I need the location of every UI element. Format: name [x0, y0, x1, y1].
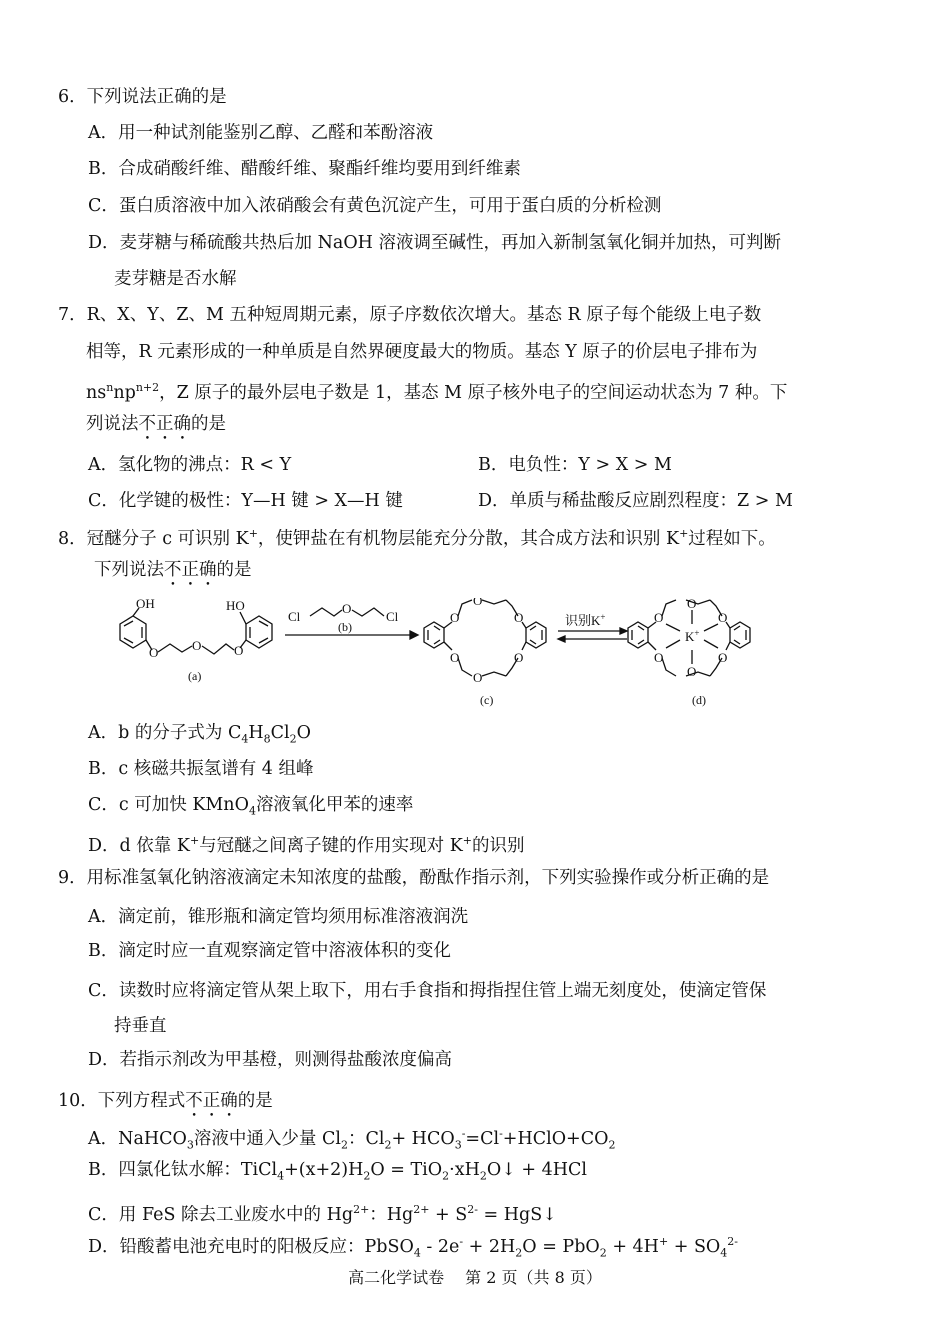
q8-a-h: H [248, 723, 264, 743]
label-ho: HO [226, 598, 245, 613]
q10-stem [58, 1090, 273, 1121]
q10-d-sup2: + [658, 1235, 669, 1248]
q10-b-b: O = TiO [370, 1160, 443, 1180]
q10-d-pre: D．铅酸蓄电池充电时的阳极反应：PbSO [88, 1236, 414, 1257]
label-c: (c) [480, 693, 494, 707]
q8-a-sub4: 4 [241, 732, 249, 746]
q10-emphasis: 不正确 [185, 1091, 238, 1111]
q10-d-b: + 2H [463, 1236, 516, 1257]
q8-option-b: B．c 核磁共振氢谱有 4 组峰 [88, 759, 314, 779]
label-a: (a) [188, 669, 202, 683]
label-o-d1: O [654, 610, 664, 625]
q9-stem: 9．用标准氢氧化钠溶液滴定未知浓度的盐酸，酚酞作指示剂，下列实验操作或分析正确的是 [58, 868, 770, 888]
label-o-c5: O [514, 610, 524, 625]
q8-d-b: 与冠醚之间离子键的作用实现对 K [199, 835, 463, 856]
q10-b-pre: B．四氯化钛水解：TiCl [88, 1160, 278, 1180]
q10-d-e: + SO [668, 1236, 721, 1257]
q8-d-sup2: + [462, 834, 473, 847]
q10-b-sub4: 4 [277, 1169, 285, 1183]
q10-b-sub2b: 2 [442, 1169, 450, 1183]
label-o-b: O [342, 601, 352, 616]
q7-np: np [113, 382, 136, 403]
q7-sup-n2: n+2 [135, 381, 160, 394]
q10-a-d: + HCO [391, 1128, 455, 1149]
q10-a-sub3b: 3 [454, 1138, 462, 1152]
q10-c-sup1: 2+ [353, 1203, 370, 1216]
q10-option-b [88, 1159, 587, 1188]
q10-option-a [88, 1123, 615, 1156]
q10-a-e: =Cl [465, 1128, 500, 1149]
q8-l1c: 过程如下。 [688, 528, 776, 549]
q8-stem-line2 [94, 559, 252, 590]
q9-option-c-cont: 持垂直 [114, 1016, 167, 1036]
q10-a-sup: - [461, 1127, 466, 1140]
q8-stem-line1 [58, 523, 776, 550]
q10-a-f: +HClO+CO [502, 1128, 609, 1149]
label-o-c4: O [473, 670, 483, 685]
label-d: (d) [692, 693, 706, 707]
label-o-c1: O [450, 610, 460, 625]
q7-option-c: C．化学键的极性：Y—H 键 > X—H 键 [88, 491, 403, 511]
recognize-plus: + [600, 612, 606, 622]
label-o-a3: O [234, 643, 244, 658]
label-b: (b) [338, 620, 352, 634]
q10-d-sub4b: 4 [720, 1246, 728, 1260]
q10-d-c: O = PbO [522, 1236, 600, 1257]
q10-b-d: O↓ + 4HCl [486, 1160, 588, 1180]
q8-d-c: 的识别 [472, 835, 525, 856]
label-o-d6: O [718, 650, 728, 665]
q8-a-cl: Cl [270, 723, 290, 743]
k-plus: + [694, 628, 700, 638]
q10-post: 的是 [237, 1091, 273, 1111]
q10-c-sup2: 2+ [413, 1203, 430, 1216]
q7-emphasis: 不正确 [138, 414, 191, 434]
q10-b-a: +(x+2)H [284, 1160, 364, 1180]
q8-sup1: + [248, 527, 258, 540]
q6-option-a: A．用一种试剂能鉴别乙醇、乙醛和苯酚溶液 [88, 123, 434, 143]
q8-c-pre: C．c 可加快 KMnO [88, 795, 249, 815]
q8-c-post: 溶液氧化甲苯的速率 [255, 795, 414, 815]
q10-a-sub2a: 2 [340, 1138, 348, 1152]
q7-option-a: A．氢化物的沸点：R < Y [88, 455, 292, 475]
q10-option-d [88, 1231, 738, 1264]
q10-d-d: + 4H [606, 1236, 659, 1257]
q8-c-sub4: 4 [248, 804, 256, 818]
q10-option-c [88, 1199, 557, 1226]
label-o-c6: O [514, 650, 524, 665]
q8-l2-pre: 下列说法 [94, 560, 164, 580]
q9-option-d: D．若指示剂改为甲基橙，则测得盐酸浓度偏高 [88, 1050, 453, 1070]
q9-option-a: A．滴定前，锥形瓶和滴定管均须用标准溶液润洗 [88, 907, 469, 927]
q10-a-mid: 溶液中通入少量 Cl [193, 1128, 341, 1149]
q8-sup2: + [679, 527, 689, 540]
q9-option-c: C．读数时应将滴定管从架上取下，用右手食指和拇指捏住管上端无刻度处，使滴定管保 [88, 981, 767, 1001]
label-o-d5: O [718, 610, 728, 625]
q10-b-sub2a: 2 [363, 1169, 371, 1183]
q6-option-d-cont: 麦芽糖是否水解 [114, 269, 237, 289]
q10-d-sup1: - [459, 1235, 464, 1248]
q9-option-b: B．滴定时应一直观察滴定管中溶液体积的变化 [88, 941, 451, 961]
q10-a-sup2: - [499, 1127, 503, 1140]
q7-stem-line4 [86, 413, 226, 444]
label-recognize [565, 612, 605, 628]
q7-stem-line3 [86, 377, 787, 404]
q8-emphasis: 不正确 [164, 560, 217, 580]
q10-c-sup3: 2- [467, 1203, 478, 1216]
q7-line4-post: 的是 [191, 414, 226, 434]
q10-b-c: ·xH [449, 1160, 480, 1180]
page-footer: 高二化学试卷 第 2 页（共 8 页） [348, 1268, 602, 1287]
q10-a-sub2c: 2 [608, 1138, 616, 1152]
q10-c-c: = HgS↓ [477, 1204, 557, 1225]
crown-ether-scheme [100, 598, 790, 716]
q10-d-sub4: 4 [413, 1246, 421, 1260]
q6-stem: 6．下列说法正确的是 [58, 87, 227, 107]
label-o-d2: O [654, 650, 664, 665]
q8-option-c [88, 794, 413, 823]
q7-option-b: B．电负性：Y > X > M [478, 455, 672, 475]
q6-option-b: B．合成硝酸纤维、醋酸纤维、聚酯纤维均要用到纤维素 [88, 159, 521, 179]
label-o-c3: O [473, 598, 483, 608]
q6-option-d: D．麦芽糖与稀硫酸共热后加 NaOH 溶液调至碱性，再加入新制氢氧化铜并加热，可判断 [88, 233, 782, 253]
q10-a-pre: A．NaHCO [88, 1128, 187, 1149]
k-text: K [685, 629, 695, 644]
q8-a-sub2: 2 [289, 732, 297, 746]
q8-l1b: ，使钾盐在有机物层能充分分散，其合成方法和识别 K [257, 528, 680, 549]
label-o-c2: O [450, 650, 460, 665]
q10-d-sub2: 2 [515, 1246, 523, 1260]
q10-c-a: ：Hg [369, 1204, 414, 1225]
recognize-text: 识别K [565, 613, 601, 628]
q7-stem-line1: 7．R、X、Y、Z、M 五种短周期元素，原子序数依次增大。基态 R 原子每个能级上电子数 [58, 305, 762, 325]
q8-option-d [88, 830, 525, 857]
label-o-d4: O [687, 664, 697, 679]
q8-option-a [88, 722, 311, 751]
q10-d-sub2b: 2 [599, 1246, 607, 1260]
q10-d-sup3: 2- [727, 1235, 738, 1248]
q7-line4-pre: 列说法 [86, 414, 139, 434]
q6-option-c: C．蛋白质溶液中加入浓硝酸会有黄色沉淀产生，可用于蛋白质的分析检测 [88, 196, 662, 216]
q10-b-sub2c: 2 [479, 1169, 487, 1183]
q10-a-sub3: 3 [186, 1138, 194, 1152]
q10-a-c: ：Cl [347, 1128, 385, 1149]
label-o-a1: O [149, 645, 159, 660]
q7-ns: ns [86, 382, 107, 403]
label-oh: OH [136, 598, 155, 611]
label-o-d3: O [687, 598, 697, 611]
label-o-a2: O [192, 638, 202, 653]
q7-stem-line2: 相等，R 元素形成的一种单质是自然界硬度最大的物质。基态 Y 原子的价层电子排布为 [86, 342, 758, 362]
q10-d-a: - 2e [420, 1236, 460, 1257]
label-k [685, 628, 699, 644]
q10-a-sub2b: 2 [384, 1138, 392, 1152]
q8-a-o: O [296, 723, 311, 743]
q7-line3-rest: ，Z 原子的最外层电子数是 1，基态 M 原子核外电子的空间运动状态为 7 种。下 [159, 382, 788, 403]
q8-d-a: D．d 依靠 K [88, 835, 190, 856]
label-cl-1: Cl [288, 609, 301, 624]
q7-sup-n: n [106, 381, 114, 394]
q10-pre: 10．下列方程式 [58, 1091, 186, 1111]
q8-a-sub8: 8 [263, 732, 271, 746]
label-cl-2: Cl [386, 609, 399, 624]
q8-l1a: 8．冠醚分子 c 可识别 K [58, 528, 249, 549]
q8-d-sup1: + [189, 834, 200, 847]
q8-a-pre: A．b 的分子式为 C [88, 723, 242, 743]
q8-l2-post: 的是 [216, 560, 252, 580]
q7-option-d: D．单质与稀盐酸反应剧烈程度：Z > M [478, 491, 793, 511]
q10-c-b: + S [429, 1204, 468, 1225]
q10-c-pre: C．用 FeS 除去工业废水中的 Hg [88, 1204, 354, 1225]
